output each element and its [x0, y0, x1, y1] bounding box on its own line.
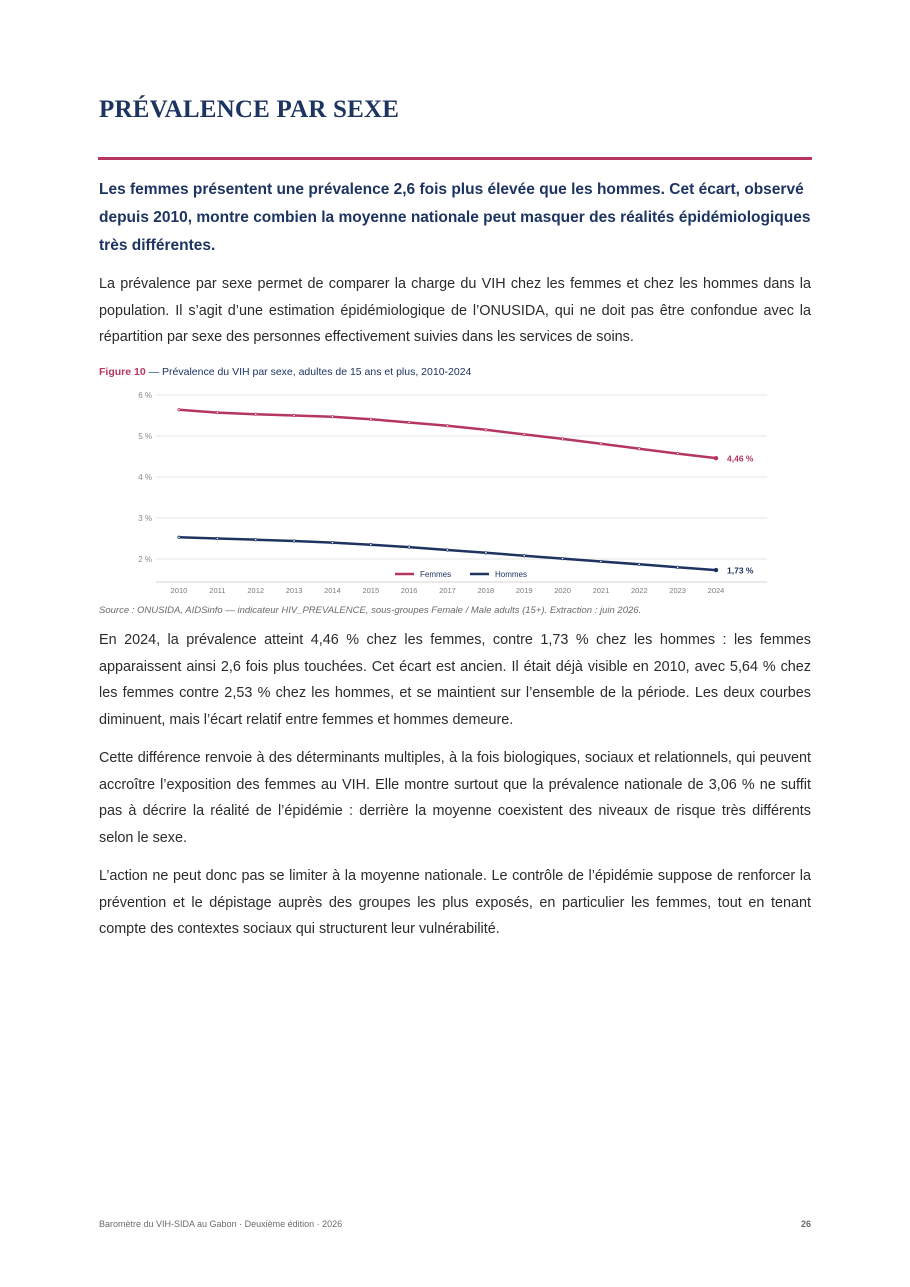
x-tick-label: 2016: [400, 586, 418, 595]
figure-caption: [99, 366, 471, 378]
end-value-label: 4,46 %: [727, 453, 754, 464]
data-point: [523, 555, 525, 557]
series-line-femmes: [179, 410, 716, 458]
x-tick-label: 2019: [515, 586, 533, 595]
y-tick-label: 2 %: [138, 555, 152, 564]
y-tick-label: 3 %: [138, 514, 152, 523]
data-point: [178, 536, 180, 538]
data-point: [293, 414, 295, 416]
data-point: [293, 540, 295, 542]
y-tick-label: 4 %: [138, 473, 152, 482]
data-point: [638, 448, 640, 450]
line-chart-svg: [99, 384, 779, 600]
data-point: [638, 563, 640, 565]
data-point: [370, 543, 372, 545]
data-point: [485, 429, 487, 431]
data-point: [714, 568, 718, 572]
title-divider: [98, 157, 812, 160]
body-paragraph-4: L’action ne peut donc pas se limiter à la moyenne nationale. Le contrôle de l’épidémie suppose de renforcer la prévention et le dépistage auprès des groupes les plus exposés, en particulier les femmes, tout en tenant compte des contextes sociaux qui structurent leur vulnérabilité.: [99, 868, 811, 937]
figure-caption-text: — Prévalence du VIH par sexe, adultes de 15 ans et plus, 2010-2024: [145, 366, 472, 378]
x-tick-label: 2018: [477, 586, 495, 595]
x-tick-label: 2012: [247, 586, 265, 595]
data-point: [561, 557, 563, 559]
data-point: [561, 438, 563, 440]
y-tick-label: 5 %: [138, 432, 152, 441]
legend-label: Hommes: [495, 570, 528, 579]
data-point: [255, 539, 257, 541]
page-number: 26: [800, 1219, 811, 1229]
x-tick-label: 2017: [439, 586, 456, 595]
data-point: [600, 443, 602, 445]
series-line-hommes: [179, 537, 716, 570]
figure-source: Source : ONUSIDA, AIDSinfo — indicateur HIV_PREVALENCE, sous-groupes Female / Male adults (15+). Extraction : juin 2026.: [99, 605, 642, 616]
x-tick-label: 2023: [669, 586, 686, 595]
x-tick-label: 2011: [209, 586, 226, 595]
footer-publication: Baromètre du VIH-SIDA au Gabon · Deuxième édition · 2026: [99, 1219, 343, 1229]
x-tick-label: 2013: [285, 586, 303, 595]
x-tick-label: 2015: [362, 586, 380, 595]
data-point: [216, 537, 218, 539]
data-point: [676, 566, 678, 568]
data-point: [178, 409, 180, 411]
data-point: [714, 456, 718, 460]
body-paragraph-1: La prévalence par sexe permet de comparer la charge du VIH chez les femmes et chez les hommes dans la population. Il s’agit d’une estimation épidémiologique de l’ONUSIDA, qui ne doit pas être confondue avec la répartition par sexe des personnes effectivement suivies dans les services de soins.: [99, 276, 811, 345]
x-tick-label: 2010: [170, 586, 188, 595]
data-point: [216, 411, 218, 413]
data-point: [331, 541, 333, 543]
legend-label: Femmes: [420, 570, 452, 579]
data-point: [408, 421, 410, 423]
data-point: [408, 546, 410, 548]
data-point: [331, 416, 333, 418]
data-point: [676, 452, 678, 454]
lead-paragraph: Les femmes présentent une prévalence 2,6 fois plus élevée que les hommes. Cet écart, observé depuis 2010, montre combien la moyenne nationale peut masquer des réalités épidémiologiques très différentes.: [99, 181, 811, 254]
prevalence-chart: [99, 384, 779, 600]
data-point: [523, 433, 525, 435]
x-tick-label: 2014: [324, 586, 341, 595]
data-point: [370, 418, 372, 420]
page-title: PRÉVALENCE PAR SEXE: [99, 96, 400, 123]
body-paragraph-2: En 2024, la prévalence atteint 4,46 % chez les femmes, contre 1,73 % chez les hommes : les femmes apparaissent ainsi 2,6 fois plus touchées. Cet écart est ancien. Il était déjà visible en 2010, avec 5,64 % chez les femmes contre 2,53 % chez les hommes, et se maintient sur l’ensemble de la période. Les deux courbes diminuent, mais l’écart relatif entre femmes et hommes demeure.: [99, 632, 811, 728]
y-tick-label: 6 %: [138, 391, 152, 400]
data-point: [600, 560, 602, 562]
data-point: [446, 549, 448, 551]
data-point: [255, 413, 257, 415]
body-paragraph-3: Cette différence renvoie à des déterminants multiples, à la fois biologiques, sociaux et relationnels, qui peuvent accroître l’exposition des femmes au VIH. Elle montre surtout que la prévalence nationale de 3,06 % ne suffit pas à décrire la réalité de l’épidémie : derrière la moyenne coexistent des niveaux de risque très différents selon le sexe.: [99, 750, 811, 846]
figure-number: Figure 10: [99, 366, 146, 378]
x-tick-label: 2021: [592, 586, 610, 595]
data-point: [485, 552, 487, 554]
x-tick-label: 2022: [630, 586, 648, 595]
x-tick-label: 2020: [554, 586, 571, 595]
data-point: [446, 425, 448, 427]
end-value-label: 1,73 %: [727, 565, 754, 576]
x-tick-label: 2024: [707, 586, 725, 595]
